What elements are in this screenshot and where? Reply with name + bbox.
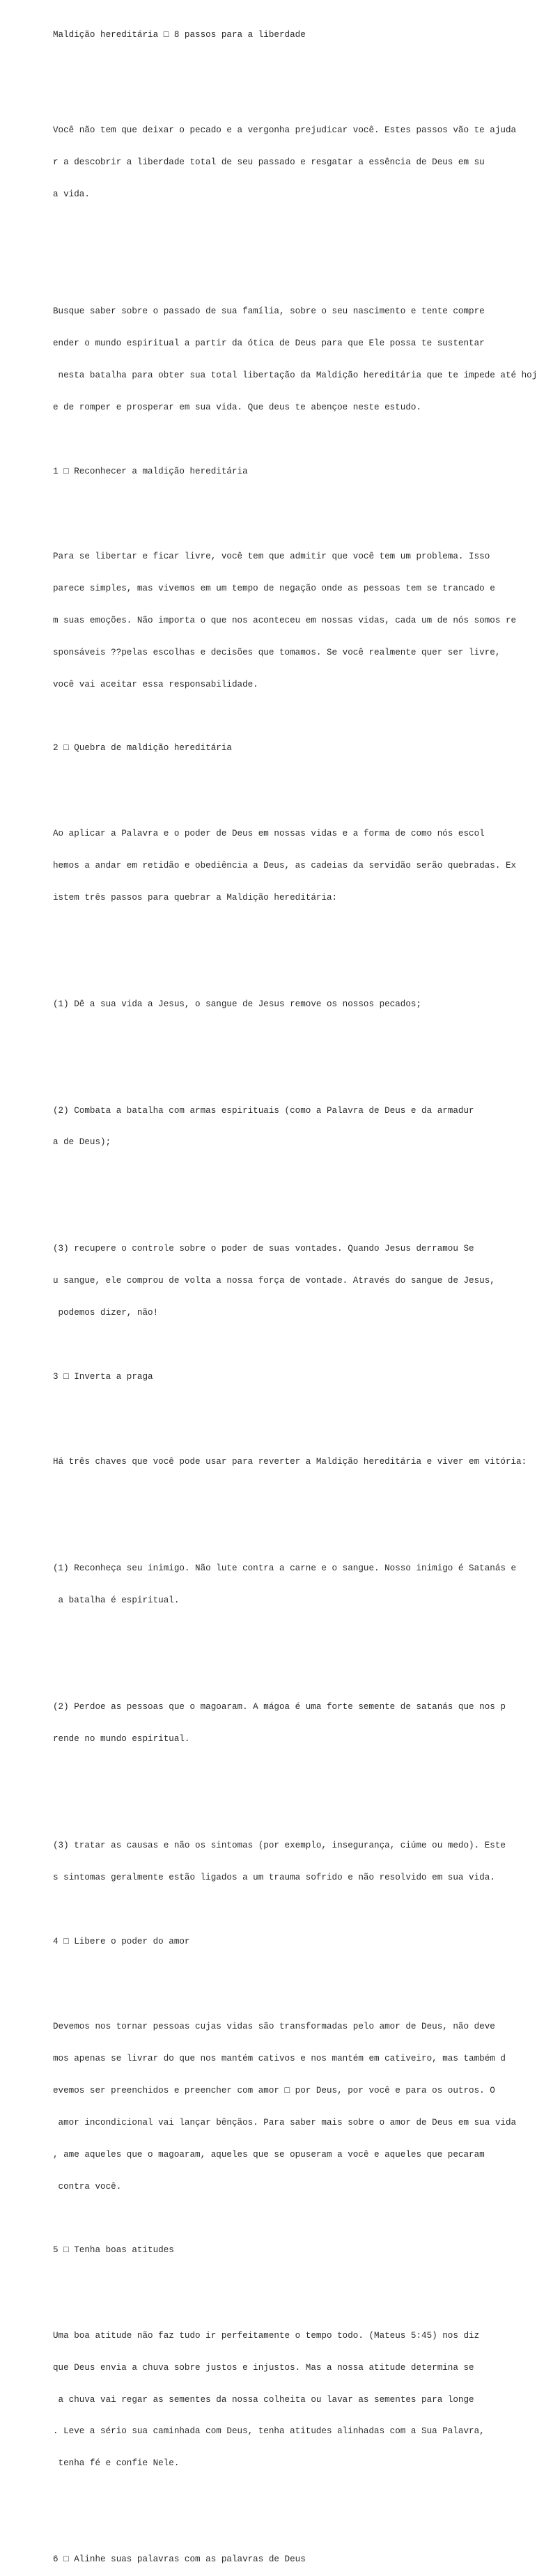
text-line: contra você. bbox=[53, 2181, 122, 2192]
step-3-paragraph bbox=[53, 1436, 534, 1489]
intro-paragraph-2 bbox=[53, 286, 537, 435]
text-line: Uma boa atitude não faz tudo ir perfeitamente o tempo todo. (Mateus 5:45) nos diz bbox=[53, 2330, 480, 2341]
step-3-item-1 bbox=[53, 1543, 534, 1627]
text-line: m suas emoções. Não importa o que nos aconteceu em nossas vidas, cada um de nós somos re bbox=[53, 615, 517, 625]
spacer bbox=[53, 61, 534, 72]
text-line: Ao aplicar a Palavra e o poder de Deus em nossas vidas e a forma de como nós escol bbox=[53, 828, 485, 838]
step-2-paragraph bbox=[53, 807, 534, 924]
text-line: ender o mundo espiritual a partir da ótica de Deus para que Ele possa te sustentar bbox=[53, 338, 485, 349]
text-line: evemos ser preenchidos e preencher com amor □ por Deus, por você e para os outros. O bbox=[53, 2085, 495, 2095]
text-line: r a descobrir a liberdade total de seu passado e resgatar a essência de Deus em su bbox=[53, 157, 485, 168]
step-6-heading: 6 □ Alinhe suas palavras com as palavras de Deus bbox=[53, 2554, 306, 2564]
text-line: a de Deus); bbox=[53, 1137, 111, 1148]
text-line: s sintomas geralmente estão ligados a um trauma sofrido e não resolvido em sua vida. bbox=[53, 1872, 495, 1882]
spacer bbox=[53, 1191, 534, 1201]
spacer bbox=[53, 243, 534, 253]
text-line: amor incondicional vai lançar bênçãos. Para saber mais sobre o amor de Deus em sua vida bbox=[53, 2117, 517, 2128]
text-line: nesta batalha para obter sua total libertação da Maldição hereditária que te impede até hoj bbox=[53, 370, 537, 381]
spacer bbox=[53, 1649, 534, 1660]
text-line: (3) tratar as causas e não os sintomas (por exemplo, insegurança, ciúme ou medo). Este bbox=[53, 1841, 506, 1851]
step-4-paragraph bbox=[53, 2001, 534, 2214]
step-5-heading: 5 □ Tenha boas atitudes bbox=[53, 2245, 174, 2256]
step-2-item-2 bbox=[53, 1084, 534, 1169]
spacer bbox=[53, 499, 534, 509]
text-line: rende no mundo espiritual. bbox=[53, 1734, 190, 1744]
step-2-heading: 2 □ Quebra de maldição hereditária bbox=[53, 743, 232, 754]
text-line: (1) Dê a sua vida a Jesus, o sangue de Jesus remove os nossos pecados; bbox=[53, 999, 422, 1009]
text-line: (2) Perdoe as pessoas que o magoaram. A mágoa é uma forte semente de satanás que nos p bbox=[53, 1702, 506, 1712]
text-line: Você não tem que deixar o pecado e a vergonha prejudicar você. Estes passos vão te ajuda bbox=[53, 125, 517, 136]
text-line: podemos dizer, não! bbox=[53, 1308, 159, 1318]
step-3-item-2 bbox=[53, 1681, 534, 1766]
text-line: e de romper e prosperar em sua vida. Que deus te abençoe neste estudo. bbox=[53, 402, 422, 412]
text-line: a vida. bbox=[53, 189, 90, 200]
text-line: , ame aqueles que o magoaram, aqueles que se opuseram a você e aqueles que pecaram bbox=[53, 2149, 485, 2160]
step-2-item-3 bbox=[53, 1223, 534, 1340]
document-title: Maldição hereditária □ 8 passos para a liberdade bbox=[53, 29, 306, 40]
document-body bbox=[53, 8, 537, 2576]
spacer bbox=[53, 946, 534, 956]
text-line: u sangue, ele comprou de volta a nossa força de vontade. Através do sangue de Jesus, bbox=[53, 1276, 495, 1286]
spacer bbox=[53, 1404, 534, 1414]
step-5-paragraph bbox=[53, 2309, 534, 2490]
spacer bbox=[53, 775, 534, 786]
text-line: istem três passos para quebrar a Maldição hereditária: bbox=[53, 892, 338, 903]
spacer bbox=[53, 1969, 534, 1979]
spacer bbox=[53, 1511, 534, 1521]
text-line: Busque saber sobre o passado de sua família, sobre o seu nascimento e tente compre bbox=[53, 306, 485, 317]
step-3-heading: 3 □ Inverta a praga bbox=[53, 1372, 153, 1382]
text-line: sponsáveis ??pelas escolhas e decisões que tomamos. Se você realmente quer ser livre, bbox=[53, 647, 501, 657]
text-line: Para se libertar e ficar livre, você tem que admitir que você tem um problema. Isso bbox=[53, 552, 490, 562]
text-line: (2) Combata a batalha com armas espirituais (como a Palavra de Deus e da armadur bbox=[53, 1105, 474, 1116]
spacer bbox=[53, 1052, 534, 1063]
text-line: mos apenas se livrar do que nos mantém cativos e nos mantém em cativeiro, mas também d bbox=[53, 2054, 506, 2063]
text-line: tenha fé e confie Nele. bbox=[53, 2458, 180, 2469]
step-2-item-1 bbox=[53, 978, 534, 1031]
step-4-heading: 4 □ Libere o poder do amor bbox=[53, 1936, 190, 1946]
text-line: que Deus envia a chuva sobre justos e injustos. Mas a nossa atitude determina se bbox=[53, 2362, 474, 2373]
text-line: a chuva vai regar as sementes da nossa colheita ou lavar as sementes para longe bbox=[53, 2394, 474, 2405]
text-line: hemos a andar em retidão e obediência a Deus, as cadeias da servidão serão quebradas. Ex bbox=[53, 860, 517, 871]
text-line: (1) Reconheça seu inimigo. Não lute contra a carne e o sangue. Nosso inimigo é Satanás e bbox=[53, 1563, 517, 1574]
spacer bbox=[53, 2277, 534, 2288]
text-line: a batalha é espiritual. bbox=[53, 1595, 180, 1606]
spacer bbox=[53, 2512, 534, 2522]
step-3-item-3 bbox=[53, 1819, 534, 1904]
intro-paragraph bbox=[53, 104, 534, 221]
spacer bbox=[53, 1788, 534, 1798]
text-line: Devemos nos tornar pessoas cujas vidas são transformadas pelo amor de Deus, não deve bbox=[53, 2022, 495, 2032]
step-1-paragraph bbox=[53, 531, 534, 712]
text-line: (3) recupere o controle sobre o poder de suas vontades. Quando Jesus derramou Se bbox=[53, 1244, 474, 1254]
text-line: você vai aceitar essa responsabilidade. bbox=[53, 679, 258, 689]
text-line: parece simples, mas vivemos em um tempo de negação onde as pessoas tem se trancado e bbox=[53, 584, 495, 594]
step-1-heading: 1 □ Reconhecer a maldição hereditária bbox=[53, 466, 248, 476]
text-line: Há três chaves que você pode usar para reverter a Maldição hereditária e viver em vitória: bbox=[53, 1457, 527, 1467]
text-line: . Leve a sério sua caminhada com Deus, tenha atitudes alinhadas com a Sua Palavra, bbox=[53, 2426, 485, 2437]
